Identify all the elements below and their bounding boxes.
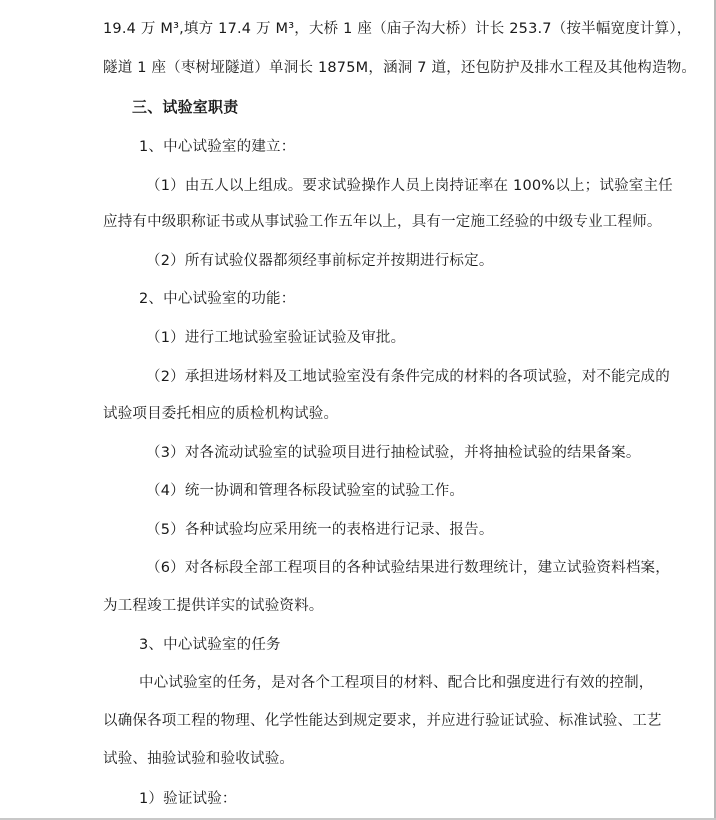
body-text-line: （1）进行工地试验室验证试验及审批。 [146, 330, 406, 346]
body-text-line: 为工程竣工提供详实的试验资料。 [103, 598, 324, 614]
body-text-line: 试验项目委托相应的质检机构试验。 [103, 406, 339, 422]
section-heading: 三、试验室职责 [132, 98, 239, 116]
body-text-line: 19.4 万 M³,填方 17.4 万 M³，大桥 1 座（庙子沟大桥）计长 253.7（按半幅宽度计算）， [103, 21, 692, 37]
subsection-heading: 3、中心试验室的任务 [139, 637, 281, 653]
body-text-line: （2）承担进场材料及工地试验室没有条件完成的材料的各项试验，对不能完成的 [146, 369, 670, 385]
body-text-line: （1）由五人以上组成。要求试验操作人员上岗持证率在 100%以上；试验室主任 [146, 178, 673, 194]
body-text-line: （4）统一协调和管理各标段试验室的试验工作。 [146, 483, 465, 499]
subsection-heading: 1）验证试验： [139, 791, 237, 807]
subsection-heading: 1、中心试验室的建立： [139, 139, 296, 155]
body-text-line: （6）对各标段全部工程项目的各种试验结果进行数理统计，建立试验资料档案， [146, 560, 670, 576]
body-text-line: 中心试验室的任务，是对各个工程项目的材料、配合比和强度进行有效的控制， [139, 675, 654, 691]
body-text-line: 隧道 1 座（枣树垭隧道）单洞长 1875M，涵洞 7 道，还包防护及排水工程及其他构造物。 [103, 60, 697, 76]
body-text-line: （3）对各流动试验室的试验项目进行抽检试验，并将抽检试验的结果备案。 [146, 445, 641, 461]
body-text-line: （5）各种试验均应采用统一的表格进行记录、报告。 [146, 522, 494, 538]
body-text-line: 以确保各项工程的物理、化学性能达到规定要求，并应进行验证试验、标准试验、工艺 [103, 713, 662, 729]
subsection-heading: 2、中心试验室的功能： [139, 291, 296, 307]
body-text-line: 应持有中级职称证书或从事试验工作五年以上，具有一定施工经验的中级专业工程师。 [103, 214, 662, 230]
body-text-line: （2）所有试验仪器都须经事前标定并按期进行标定。 [146, 253, 494, 269]
body-text-line: 试验、抽验试验和验收试验。 [103, 751, 295, 767]
